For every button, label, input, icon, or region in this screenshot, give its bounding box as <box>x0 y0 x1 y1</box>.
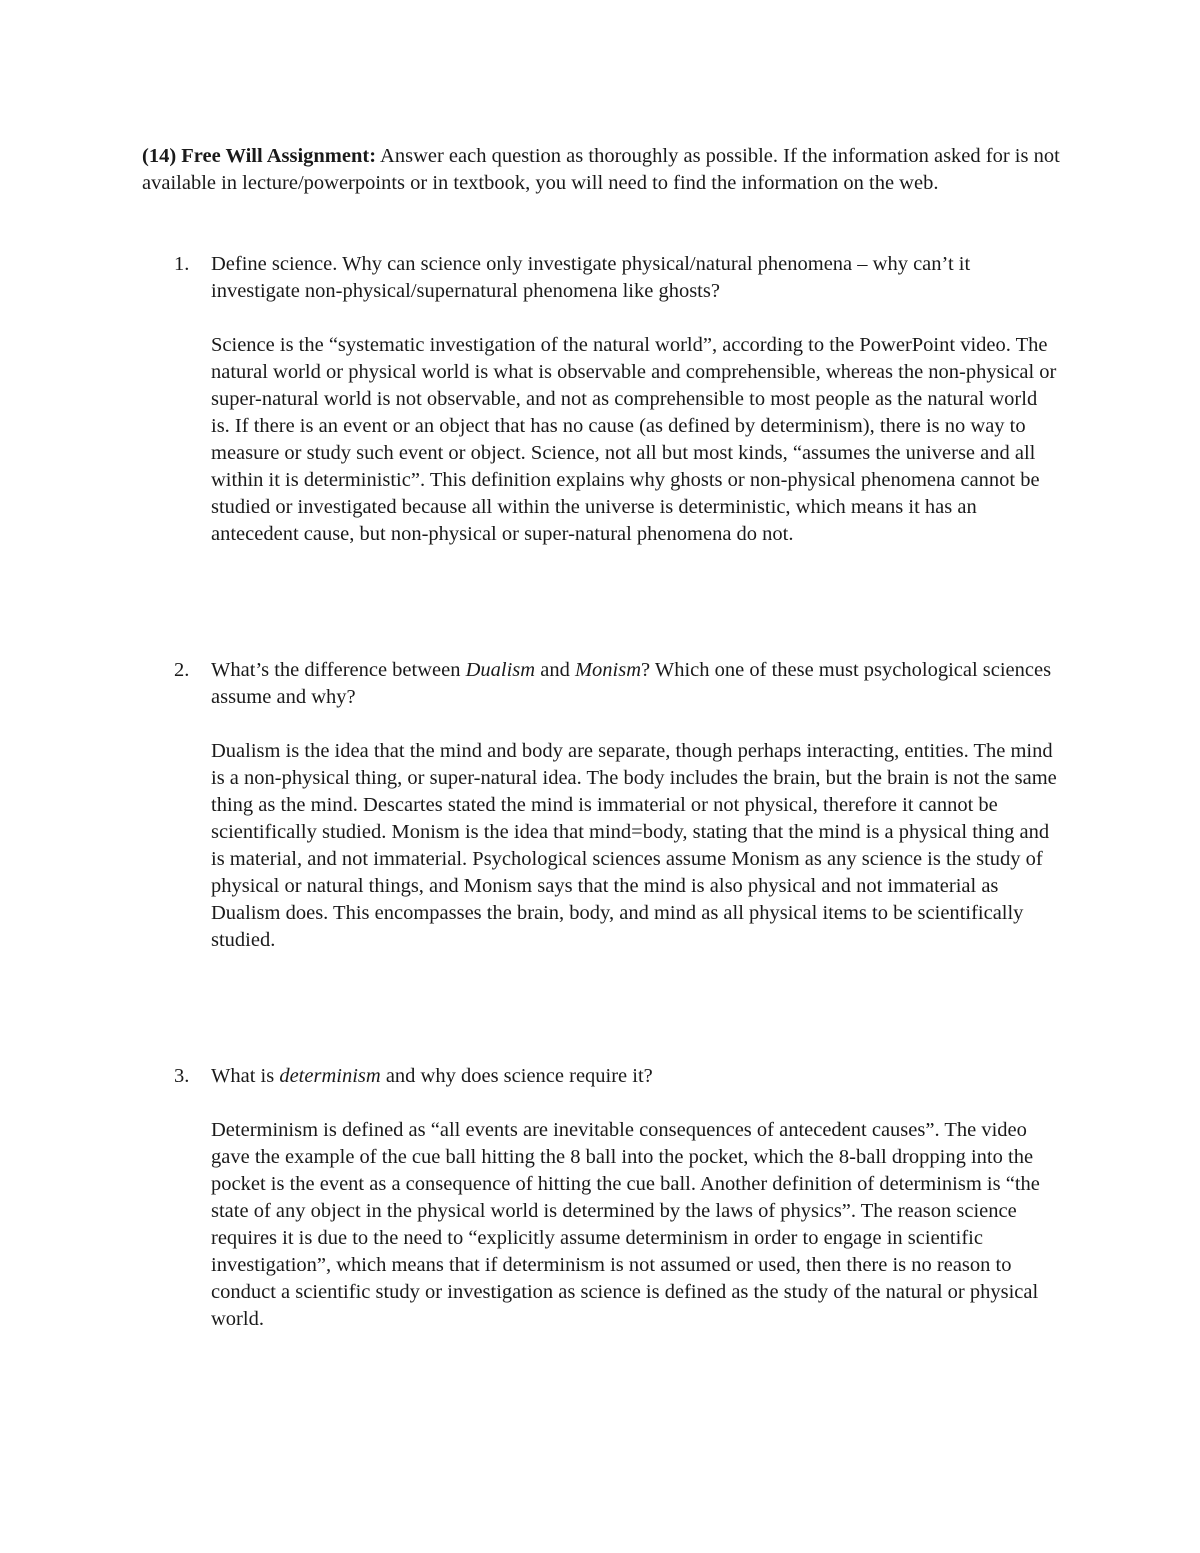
question-number-3: 3. <box>174 1065 190 1087</box>
assignment-intro <box>142 143 1062 197</box>
assignment-instructions: Answer each question as thoroughly as possible. If the information asked for is not available in lecture/powerpoints or in textbook, you will need to find the information on the web. <box>142 145 1060 194</box>
question-prompt-3 <box>211 1063 1061 1090</box>
question-2-text-a: What’s the difference between <box>211 659 466 681</box>
answer-1: Science is the “systematic investigation of the natural world”, according to the PowerPoint video. The natural world or physical world is what is observable and comprehensible, whereas the non-physical or super-natural world is not observable, and not as comprehensible to most people as the natural world is. If there is an event or an object that has no cause (as defined by determinism), there is no way to measure or study such event or object. Science, not all but most kinds, “assumes the universe and all within it is deterministic”. This definition explains why ghosts or non-physical phenomena cannot be studied or investigated because all within the universe is deterministic, which means it has an antecedent cause, but non-physical or super-natural phenomena do not. <box>211 334 1057 545</box>
question-prompt-1: Define science. Why can science only investigate physical/natural phenomena – why can’t it investigate non-physical/supernatural phenomena like ghosts? <box>211 253 971 302</box>
question-3-text-a: What is <box>211 1065 280 1087</box>
answer-3: Determinism is defined as “all events are inevitable consequences of antecedent causes”. The video gave the example of the cue ball hitting the 8 ball into the pocket, which the 8-ball dropping into the pocket is the event as a consequence of hitting the cue ball. Another definition of determinism is “the state of any object in the physical world is determined by the laws of physics”. The reason science requires it is due to the need to “explicitly assume determinism in order to engage in scientific investigation”, which means that if determinism is not assumed or used, then there is no reason to conduct a scientific study or investigation as science is defined as the study of the natural or physical world. <box>211 1119 1040 1330</box>
term-monism: Monism <box>574 659 642 681</box>
assignment-title: (14) Free Will Assignment: <box>142 145 377 167</box>
term-determinism: determinism <box>279 1065 381 1087</box>
question-prompt-2 <box>211 657 1061 711</box>
question-2-text-b: and <box>535 659 575 681</box>
answer-2: Dualism is the idea that the mind and body are separate, though perhaps interacting, entities. The mind is a non-physical thing, or super-natural idea. The body includes the brain, but the brain is not the same thing as the mind. Descartes stated the mind is immaterial or not physical, therefore it cannot be scientifically studied. Monism is the idea that mind=body, stating that the mind is a physical thing and is material, and not immaterial. Psychological sciences assume Monism as any science is the study of physical or natural things, and Monism says that the mind is also physical and not immaterial as Dualism does. This encompasses the brain, body, and mind as all physical items to be scientifically studied. <box>211 740 1057 951</box>
question-number-1: 1. <box>174 253 190 275</box>
term-dualism: Dualism <box>465 659 536 681</box>
question-2-text-c: ? Which one of these must psychological sciences assume and why? <box>211 659 1052 708</box>
question-number-2: 2. <box>174 659 190 681</box>
question-3-text-b: and why does science require it? <box>380 1065 653 1087</box>
